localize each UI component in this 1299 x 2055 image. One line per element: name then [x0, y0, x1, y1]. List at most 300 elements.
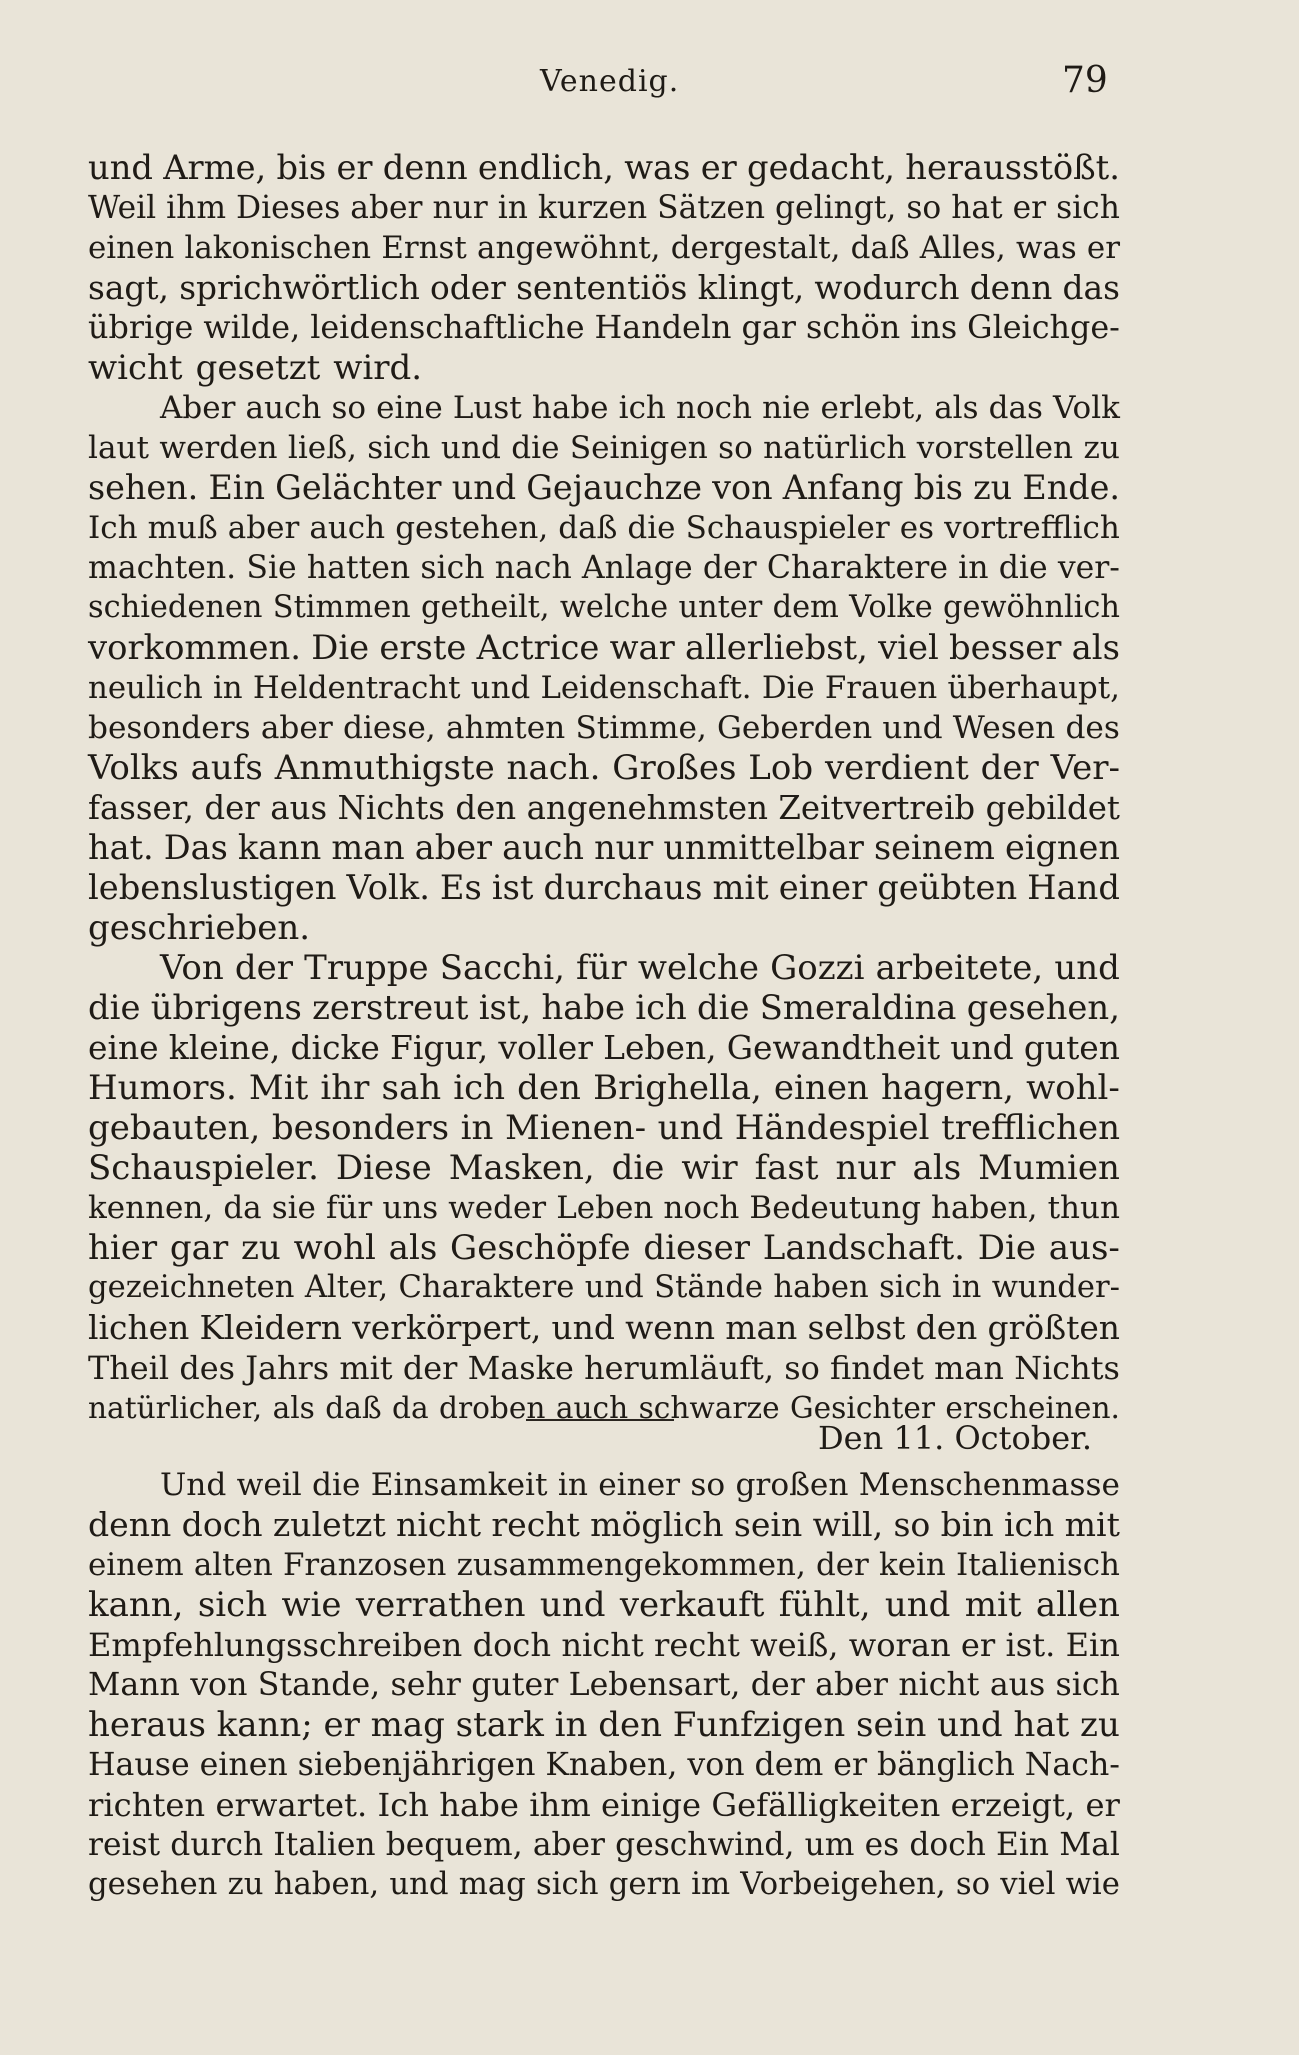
word: Ernst — [381, 230, 467, 266]
word: Stimmen — [272, 590, 411, 625]
word: gesehen — [88, 1867, 218, 1902]
word: nicht — [396, 1505, 482, 1544]
word: aus — [989, 1667, 1046, 1703]
word: haben, — [273, 1867, 380, 1902]
word: ahmten — [445, 710, 566, 746]
word: einer — [778, 868, 868, 907]
word: ist — [491, 868, 534, 907]
page-number: 79 — [1062, 60, 1108, 101]
word: hatten — [306, 550, 411, 586]
word: in — [212, 670, 243, 706]
word: Ende. — [1022, 468, 1120, 507]
word: sah — [381, 1068, 442, 1108]
word: verkörpert, — [352, 1308, 542, 1347]
word: Leben, — [603, 1028, 717, 1067]
word: nur — [594, 828, 654, 867]
word: da — [392, 1391, 429, 1425]
word: und — [470, 670, 531, 706]
word: um — [804, 1827, 855, 1863]
word: mag — [370, 1705, 445, 1745]
text-line — [88, 1108, 1120, 1148]
word: Theil — [88, 1349, 170, 1387]
word: erwartet. — [215, 1786, 368, 1824]
word: uns — [382, 1190, 439, 1226]
word: Heldentracht — [252, 670, 461, 706]
word: mit — [1064, 1505, 1120, 1544]
word: reist — [88, 1827, 161, 1863]
text-line — [88, 1348, 1120, 1388]
word: hat — [1013, 1705, 1070, 1745]
text-line — [88, 548, 1120, 588]
text-line — [88, 748, 1120, 788]
text-line — [88, 228, 1120, 268]
word: wir — [681, 1148, 738, 1188]
word: er — [1085, 1786, 1120, 1824]
word: sehr — [390, 1667, 461, 1703]
word: leidenschaftliche — [310, 309, 585, 346]
word: vorkommen. — [88, 628, 302, 667]
word: man — [331, 828, 405, 867]
word: Empfehlungsschreiben — [88, 1626, 463, 1664]
text-line — [88, 268, 1120, 308]
word: Dieses — [236, 190, 341, 226]
word: sagt, — [88, 269, 169, 307]
word: unmittelbar — [663, 828, 864, 867]
word: aber — [414, 828, 493, 867]
word: Einsamkeit — [370, 1467, 548, 1503]
word: heraus — [88, 1705, 206, 1745]
word: aber — [260, 710, 333, 746]
word: verkauft — [619, 1585, 765, 1625]
word: Frauen — [824, 670, 938, 706]
word: der — [980, 748, 1039, 788]
word: sprichwörtlich — [179, 269, 420, 307]
word: Ich — [377, 1786, 429, 1824]
text-line — [88, 1625, 1120, 1665]
word: zu — [973, 468, 1013, 507]
word: zusammengekommen, — [456, 1547, 806, 1583]
word: hat — [951, 190, 1003, 226]
word: geübten — [877, 868, 1018, 907]
text-line — [88, 308, 1120, 348]
word: gestehen, — [395, 510, 549, 546]
word: erscheinen. — [945, 1391, 1120, 1425]
text-line — [88, 1785, 1120, 1825]
word: so — [893, 1505, 931, 1544]
word: Händespiel — [734, 1108, 930, 1148]
word: fasser, — [88, 789, 194, 827]
word: Lebensart, — [568, 1667, 741, 1703]
word: aus- — [1048, 1228, 1120, 1268]
word: der — [750, 1667, 805, 1703]
word: den — [517, 1068, 581, 1108]
word: zu — [1083, 430, 1120, 466]
word: arbeitete, — [875, 948, 1044, 988]
word: wie — [281, 1585, 342, 1625]
word: ihm — [529, 1786, 591, 1824]
word: lichen — [88, 1308, 190, 1347]
word: in — [497, 190, 528, 226]
word: thun — [1047, 1190, 1120, 1226]
word: Großes — [612, 748, 737, 788]
word: eine — [376, 390, 443, 426]
word: den — [455, 789, 517, 827]
word: Smeraldina — [759, 988, 957, 1027]
word: Das — [163, 828, 228, 867]
word: es — [864, 1827, 900, 1863]
word: lakonischen — [184, 230, 372, 266]
word: Volks — [88, 748, 179, 788]
word: besonders — [88, 710, 251, 746]
word: erste — [379, 628, 467, 667]
word: Sie — [246, 550, 297, 586]
word: und — [937, 1705, 1003, 1745]
word: Alter, — [304, 1270, 389, 1305]
text-line — [88, 1028, 1120, 1068]
word: aber — [815, 1667, 888, 1703]
word: neulich — [88, 670, 203, 706]
word: dergestalt, — [670, 230, 841, 266]
word: das — [988, 390, 1043, 426]
word: einen — [199, 1747, 288, 1783]
word: haben, — [931, 1190, 1038, 1226]
word: eine — [88, 1028, 159, 1067]
word: einer — [598, 1467, 681, 1503]
word: Diese — [335, 1148, 432, 1188]
word: Ein — [1065, 1626, 1120, 1664]
word: wohl — [293, 1228, 376, 1268]
word: sich — [420, 550, 485, 586]
word: gebauten, — [88, 1108, 261, 1148]
word: und — [884, 1585, 951, 1625]
dateline: Den 11. October. — [818, 1419, 1093, 1457]
word: daß — [558, 510, 618, 546]
word: Kleidern — [199, 1308, 342, 1347]
word: Die — [977, 1228, 1037, 1268]
word: sich — [1055, 1667, 1120, 1703]
word: Hause — [88, 1747, 190, 1783]
word: oder — [430, 269, 506, 307]
word: fast — [754, 1148, 819, 1188]
word: seinem — [873, 828, 995, 867]
word: wodurch — [814, 269, 960, 307]
word: gesetzt — [195, 348, 321, 388]
word: werden — [159, 430, 278, 466]
word: auch — [245, 390, 322, 426]
word: Aber — [160, 390, 236, 426]
word: hat. — [88, 828, 154, 867]
word: Gefälligkeiten — [711, 1786, 941, 1824]
word: besser — [948, 628, 1062, 667]
text-line — [88, 1545, 1120, 1585]
word: Gewandtheit — [726, 1028, 941, 1067]
word: guten — [1023, 1028, 1120, 1067]
word: durch — [170, 1827, 264, 1863]
word: sehen. — [88, 468, 199, 507]
word: ich — [453, 1068, 506, 1108]
word: erzeigt, — [950, 1786, 1076, 1824]
word: wicht — [88, 348, 183, 388]
word: überhaupt, — [947, 670, 1120, 706]
word: und — [539, 1585, 606, 1625]
word: wunder- — [991, 1270, 1120, 1305]
word: denn — [969, 269, 1053, 307]
word: bis — [913, 468, 963, 507]
word: so — [718, 430, 753, 466]
word: machten. — [88, 550, 237, 586]
word: besonders — [271, 1108, 450, 1148]
word: für — [325, 1190, 373, 1226]
word: des — [1065, 710, 1120, 746]
word: weil — [236, 1467, 302, 1503]
word: kennen, — [88, 1190, 214, 1226]
word: übrigens — [150, 988, 302, 1027]
word: als — [272, 1391, 315, 1425]
word: in — [951, 1270, 982, 1305]
word: nur — [835, 1148, 896, 1188]
word: Weil — [88, 190, 157, 226]
word: zuletzt — [272, 1505, 386, 1544]
word: Menschenmasse — [858, 1467, 1120, 1503]
word: gewöhnlich — [943, 590, 1120, 625]
word: Nach- — [1024, 1747, 1120, 1783]
word: Leidenschaft. — [540, 670, 752, 706]
word: viel — [878, 628, 939, 667]
text-line — [88, 1228, 1120, 1268]
word: Anfang — [782, 468, 904, 507]
text-line — [88, 508, 1120, 548]
text-line — [88, 588, 1120, 628]
word: gedacht, — [747, 148, 895, 187]
word: Leben — [556, 1190, 654, 1226]
word: hagern, — [880, 1068, 1014, 1108]
word: kleine, — [168, 1028, 281, 1067]
word: er — [1012, 190, 1047, 226]
word: hier — [88, 1228, 158, 1268]
word: ihm — [166, 190, 226, 226]
word: Die — [311, 628, 370, 667]
text-line — [88, 348, 1120, 388]
word: mag — [458, 1867, 526, 1902]
word: lebenslustigen — [88, 868, 337, 907]
word: kann — [237, 828, 322, 867]
word: woran — [848, 1626, 951, 1664]
word: daß — [850, 230, 910, 266]
word: kein — [879, 1547, 946, 1583]
word: herausstößt. — [905, 148, 1120, 187]
word: Arme, — [163, 148, 267, 187]
word: doch — [472, 1626, 552, 1664]
word: nach. — [506, 748, 601, 788]
word: Volk. — [346, 868, 430, 907]
word: der — [234, 948, 294, 988]
word: als — [934, 390, 979, 426]
text-line — [88, 868, 1120, 908]
word: findet — [830, 1349, 924, 1387]
word: kann; — [216, 1705, 313, 1745]
word: sein — [733, 1505, 803, 1544]
word: endlich, — [477, 148, 614, 187]
word: denn — [382, 148, 468, 187]
word: das — [1062, 269, 1120, 307]
word: er — [960, 1626, 996, 1664]
word: Sätzen — [657, 190, 766, 226]
word: welche — [637, 948, 760, 988]
word: guter — [471, 1667, 559, 1703]
word: zu — [1080, 1705, 1120, 1745]
word: viel — [1000, 1867, 1056, 1902]
word: und — [950, 1028, 1014, 1067]
section-divider — [526, 1419, 674, 1421]
word: Vorbeigehen, — [740, 1867, 946, 1902]
word: Handeln — [594, 309, 732, 346]
word: Wesen — [952, 710, 1056, 746]
word: schiedenen — [88, 590, 263, 625]
word: Mal — [1059, 1827, 1120, 1863]
word: richten — [88, 1786, 206, 1824]
word: und — [551, 1308, 615, 1347]
word: in — [460, 1108, 494, 1148]
word: allen — [1035, 1585, 1120, 1625]
word: es — [899, 510, 935, 546]
word: doch — [181, 1505, 263, 1544]
word: als — [388, 1228, 438, 1268]
text-line — [88, 1148, 1120, 1188]
word: Volk — [1053, 390, 1120, 426]
word: klingt, — [697, 269, 805, 307]
word: den — [915, 1308, 978, 1347]
text-line — [88, 1465, 1120, 1505]
word: Seinigen — [569, 430, 708, 466]
word: Brighella, — [593, 1068, 762, 1108]
word: zu — [227, 1867, 264, 1902]
word: Mumien — [978, 1148, 1120, 1188]
word: für — [576, 948, 627, 988]
word: laut — [88, 430, 150, 466]
word: man — [725, 1308, 798, 1347]
word: angenehmsten — [526, 789, 768, 827]
word: Mit — [248, 1068, 309, 1108]
word: Stände — [654, 1270, 764, 1305]
word: noch — [676, 390, 752, 426]
text-line — [88, 628, 1120, 668]
word: von — [712, 468, 773, 507]
word: sein — [856, 1705, 927, 1745]
word: geschrieben. — [88, 908, 311, 948]
word: ich — [618, 390, 666, 426]
word: da — [223, 1190, 262, 1226]
word: gern — [608, 1867, 681, 1902]
word: in — [557, 1467, 588, 1503]
word: nie — [762, 390, 811, 426]
word: bänglich — [876, 1747, 1015, 1783]
word: nach — [494, 550, 572, 586]
text-line — [88, 1745, 1120, 1785]
word: möglich — [590, 1505, 724, 1544]
text-line — [88, 988, 1120, 1028]
word: mit — [712, 868, 769, 907]
text-line — [88, 1705, 1120, 1745]
text-line — [88, 468, 1120, 508]
word: droben — [439, 1391, 546, 1425]
word: geschwind, — [615, 1827, 795, 1863]
word: Schauspieler — [685, 510, 890, 546]
word: so — [331, 390, 367, 426]
text-line — [88, 668, 1120, 708]
word: sich — [1056, 190, 1120, 226]
word: Lob — [748, 748, 814, 788]
word: kann, — [88, 1585, 184, 1625]
word: haben — [773, 1270, 869, 1305]
word: natürlich — [763, 430, 907, 466]
word: so — [784, 1349, 820, 1387]
word: aber — [227, 510, 300, 546]
word: wohl- — [1026, 1068, 1120, 1108]
word: wird. — [333, 348, 423, 388]
word: er — [323, 1705, 360, 1745]
word: verrathen — [355, 1585, 526, 1625]
text-line — [88, 428, 1120, 468]
word: Alles, — [919, 230, 1006, 266]
word: die — [697, 988, 750, 1027]
word: Franzosen — [282, 1547, 447, 1583]
text-line — [88, 148, 1120, 188]
word: und — [882, 710, 943, 746]
word: die — [312, 1467, 361, 1503]
word: erlebt, — [820, 390, 925, 426]
word: ich — [1003, 1505, 1055, 1544]
text-line — [88, 788, 1120, 828]
word: Landschaft. — [762, 1228, 965, 1268]
word: nicht — [561, 1626, 644, 1664]
word: zu — [240, 1228, 281, 1268]
word: Volke — [849, 590, 933, 625]
word: daß — [325, 1391, 382, 1425]
word: größten — [987, 1308, 1120, 1347]
word: ihr — [320, 1068, 370, 1108]
word: Masken, — [448, 1148, 595, 1188]
word: die — [511, 430, 560, 466]
word: als — [912, 1148, 962, 1188]
word: Hand — [1027, 868, 1120, 907]
word: ist, — [478, 988, 532, 1027]
word: was — [1015, 230, 1077, 266]
word: kurzen — [537, 190, 648, 226]
word: die — [627, 510, 676, 546]
word: Gejauchze — [526, 468, 702, 507]
word: herumläuft, — [584, 1349, 775, 1387]
word: Jahrs — [245, 1349, 330, 1387]
word: verdient — [824, 748, 969, 788]
word: ins — [910, 309, 958, 346]
word: und — [584, 1270, 644, 1305]
word: nur — [432, 190, 488, 226]
word: auch — [555, 1391, 629, 1425]
word: Geschöpfe — [450, 1228, 631, 1268]
word: er — [336, 148, 373, 187]
text-line — [88, 1068, 1120, 1108]
word: Gesichter — [790, 1391, 936, 1425]
word: einen — [88, 230, 175, 266]
word: ver- — [1057, 550, 1120, 586]
word: Bedeutung — [749, 1190, 921, 1226]
word: will, — [812, 1505, 884, 1544]
word: mit — [339, 1349, 393, 1387]
word: bis — [276, 148, 327, 187]
word: die — [88, 988, 141, 1027]
word: dieser — [643, 1228, 750, 1268]
word: Gelächter — [275, 468, 442, 507]
